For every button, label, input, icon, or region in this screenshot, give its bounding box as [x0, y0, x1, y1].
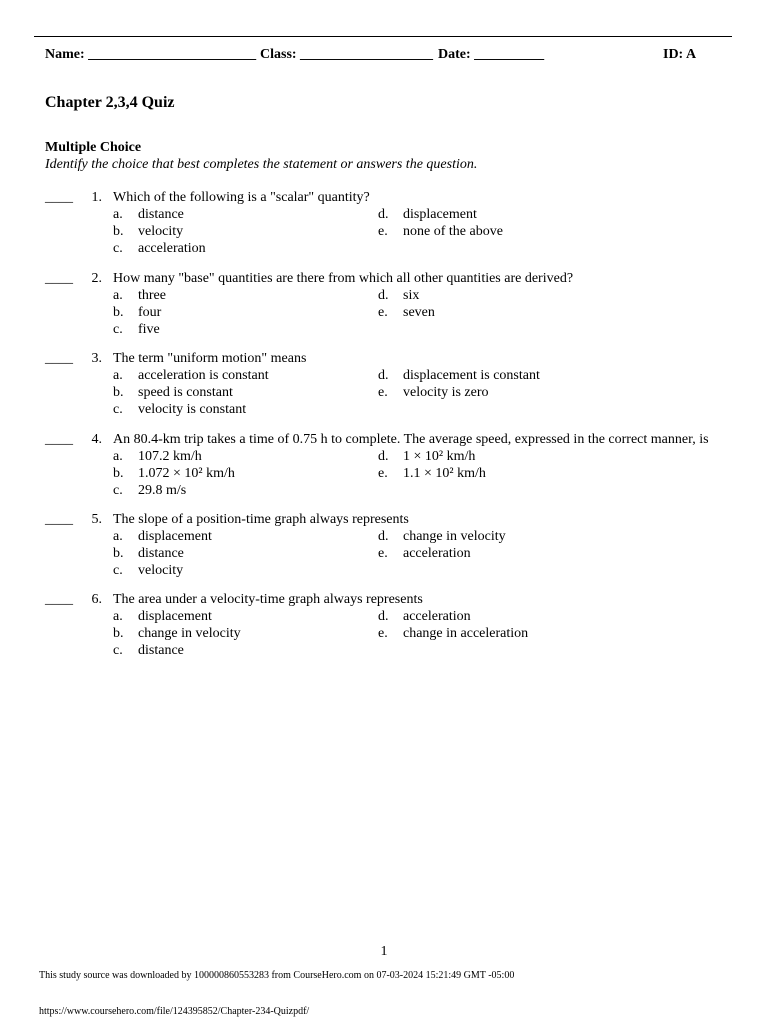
answer-blank[interactable]: ____	[45, 432, 73, 447]
question-text: Which of the following is a "scalar" quantity?	[113, 190, 370, 205]
choice-letter: a.	[113, 288, 123, 303]
class-field-label: Class: ___________________	[260, 47, 434, 62]
choice-text: acceleration	[138, 241, 206, 256]
choice-text: acceleration	[403, 546, 471, 561]
choice-text: speed is constant	[138, 385, 233, 400]
choice-letter: c.	[113, 402, 123, 417]
choice-letter: b.	[113, 385, 124, 400]
question-number: 1.	[91, 190, 102, 205]
question-1	[0, 190, 768, 260]
date-field-label: Date: __________	[438, 47, 545, 62]
question-5	[0, 512, 768, 582]
page-number: 1	[380, 944, 388, 959]
question-number: 5.	[91, 512, 102, 527]
choice-text: 107.2 km/h	[138, 449, 202, 464]
question-number: 2.	[91, 271, 102, 286]
choice-letter: d.	[378, 449, 389, 464]
choice-text: seven	[403, 305, 435, 320]
download-source-note: This study source was downloaded by 100000860553283 from CourseHero.com on 07-03-2024 15:21:49 GMT -05:00	[39, 970, 515, 981]
choice-letter: e.	[378, 385, 388, 400]
question-number: 3.	[91, 351, 102, 366]
choice-letter: d.	[378, 368, 389, 383]
choice-letter: e.	[378, 546, 388, 561]
question-text: An 80.4-km trip takes a time of 0.75 h to complete. The average speed, expressed in the correct manner, is	[113, 432, 709, 447]
answer-blank[interactable]: ____	[45, 592, 73, 607]
choice-letter: c.	[113, 241, 123, 256]
choice-text: 1 × 10² km/h	[403, 449, 476, 464]
choice-text: 1.1 × 10² km/h	[403, 466, 486, 481]
choice-letter: a.	[113, 449, 123, 464]
page-title: Chapter 2,3,4 Quiz	[45, 94, 175, 111]
choice-letter: c.	[113, 563, 123, 578]
choice-letter: e.	[378, 224, 388, 239]
choice-text: acceleration	[403, 609, 471, 624]
choice-text: displacement is constant	[403, 368, 540, 383]
student-info-header	[45, 47, 700, 67]
choice-text: change in acceleration	[403, 626, 529, 641]
choice-text: velocity	[138, 224, 184, 239]
choice-letter: d.	[378, 288, 389, 303]
choice-letter: a.	[113, 368, 123, 383]
choice-letter: c.	[113, 483, 123, 498]
choice-text: 1.072 × 10² km/h	[138, 466, 235, 481]
choice-text: acceleration is constant	[138, 368, 269, 383]
choice-text: six	[403, 288, 420, 303]
question-text: The term "uniform motion" means	[113, 351, 307, 366]
choice-text: distance	[138, 546, 184, 561]
question-text: The area under a velocity-time graph always represents	[113, 592, 423, 607]
question-4	[0, 432, 768, 502]
question-text: The slope of a position-time graph always represents	[113, 512, 409, 527]
choice-text: three	[138, 288, 166, 303]
choice-letter: e.	[378, 466, 388, 481]
answer-blank[interactable]: ____	[45, 190, 73, 205]
choice-letter: c.	[113, 643, 123, 658]
question-number: 6.	[91, 592, 102, 607]
choice-text: velocity is constant	[138, 402, 247, 417]
instructions: Identify the choice that best completes the statement or answers the question.	[45, 157, 478, 172]
choice-letter: b.	[113, 305, 124, 320]
choice-letter: c.	[113, 322, 123, 337]
choice-text: displacement	[403, 207, 477, 222]
question-text: How many "base" quantities are there from which all other quantities are derived?	[113, 271, 574, 286]
choice-text: change in velocity	[138, 626, 241, 641]
question-number: 4.	[91, 432, 102, 447]
choice-letter: e.	[378, 305, 388, 320]
choice-text: distance	[138, 643, 184, 658]
answer-blank[interactable]: ____	[45, 271, 73, 286]
choice-text: four	[138, 305, 162, 320]
choice-letter: a.	[113, 207, 123, 222]
choice-letter: a.	[113, 529, 123, 544]
choice-text: distance	[138, 207, 184, 222]
quiz-id: ID: A	[663, 47, 697, 62]
choice-text: change in velocity	[403, 529, 506, 544]
choice-letter: d.	[378, 207, 389, 222]
choice-letter: e.	[378, 626, 388, 641]
choice-text: velocity	[138, 563, 184, 578]
choice-text: none of the above	[403, 224, 503, 239]
top-rule	[34, 36, 732, 37]
choice-text: velocity is zero	[403, 385, 489, 400]
choice-letter: b.	[113, 466, 124, 481]
question-3	[0, 351, 768, 421]
choice-text: 29.8 m/s	[138, 483, 187, 498]
choice-letter: b.	[113, 546, 124, 561]
choice-text: five	[138, 322, 160, 337]
answer-blank[interactable]: ____	[45, 351, 73, 366]
choice-letter: b.	[113, 626, 124, 641]
question-2	[0, 271, 768, 341]
question-6	[0, 592, 768, 662]
choice-letter: d.	[378, 529, 389, 544]
choice-text: displacement	[138, 529, 212, 544]
choice-text: displacement	[138, 609, 212, 624]
section-heading: Multiple Choice	[45, 140, 142, 155]
source-url[interactable]: https://www.coursehero.com/file/124395852/Chapter-234-Quizpdf/	[39, 1006, 310, 1017]
choice-letter: d.	[378, 609, 389, 624]
answer-blank[interactable]: ____	[45, 512, 73, 527]
choice-letter: a.	[113, 609, 123, 624]
name-field-label: Name: ________________________	[45, 47, 257, 62]
choice-letter: b.	[113, 224, 124, 239]
